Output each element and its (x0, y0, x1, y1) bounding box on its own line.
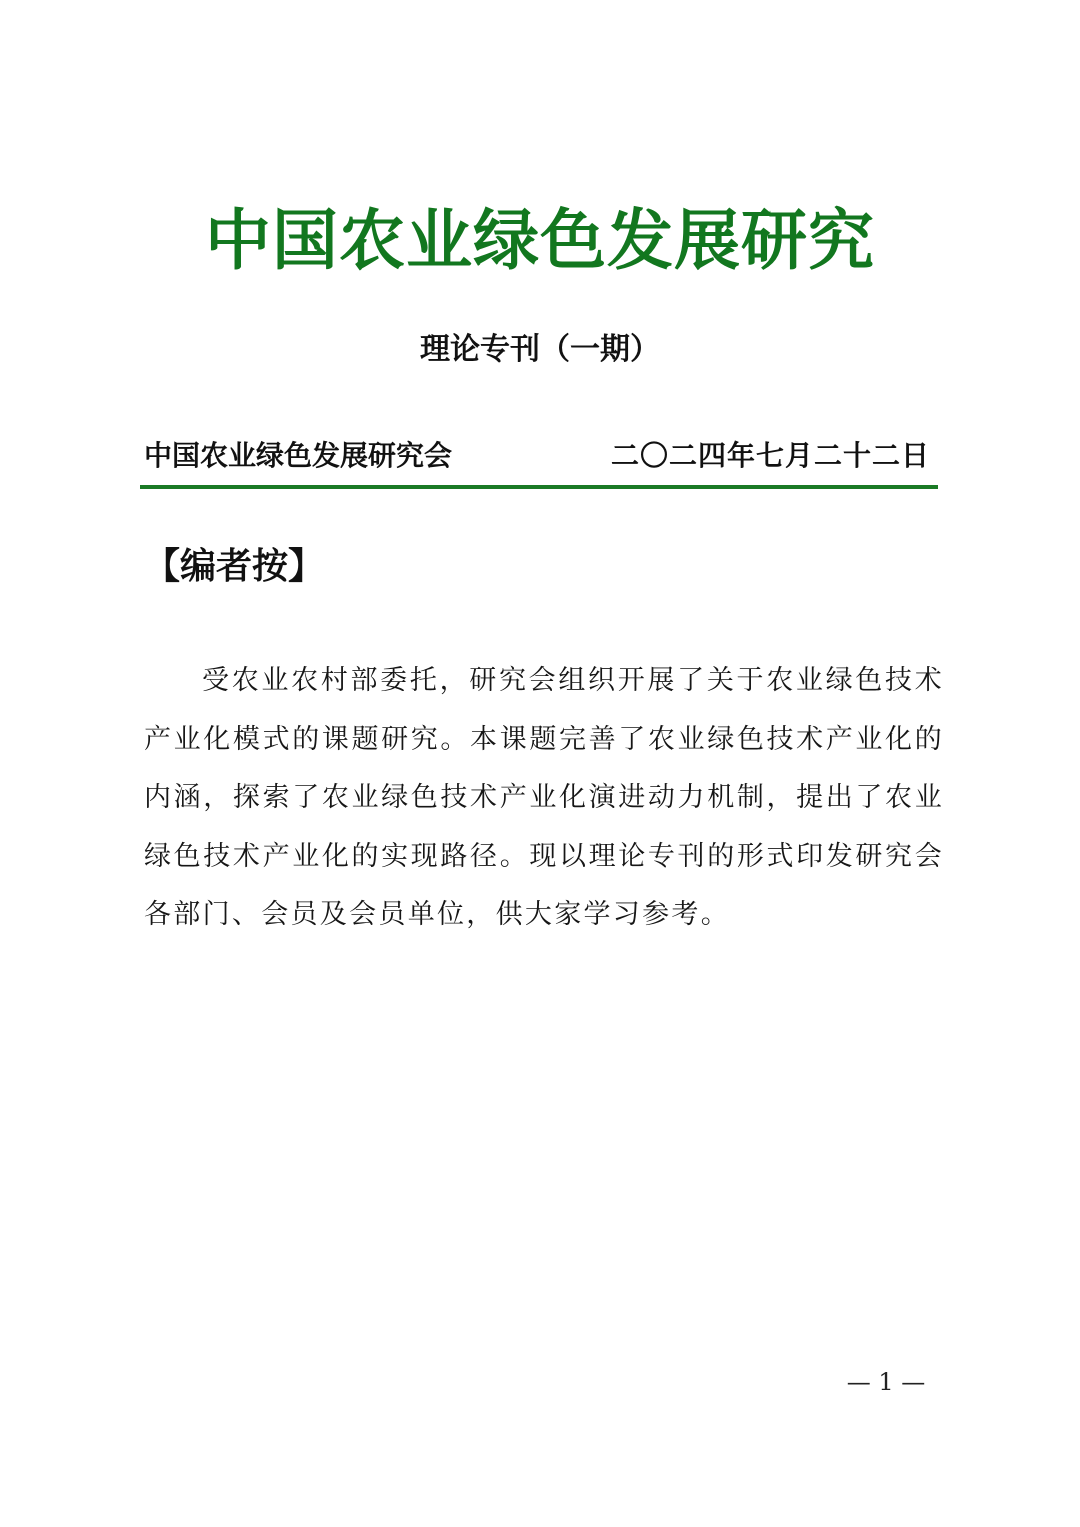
masthead-title: 中国农业绿色发展研究 (205, 202, 875, 279)
body-paragraph: 受农业农村部委托，研究会组织开展了关于农业绿色技术产业化模式的课题研究。本课题完善了农业绿色技术产业化的内涵，探索了农业绿色技术产业化演进动力机制，提出了农业绿色技术产业化的实现路径。现以理论专刊的形式印发研究会各部门、会员及会员单位，供大家学习参考。 (144, 665, 944, 930)
header-rule (140, 485, 938, 489)
issuer-row (144, 432, 930, 480)
issuer-name: 中国农业绿色发展研究会 (144, 439, 453, 472)
issue-date: 二〇二四年七月二十二日 (610, 439, 930, 472)
issue-subtitle: 理论专刊（一期） (420, 332, 660, 367)
section-heading: 【编者按】 (144, 545, 325, 587)
page-number: — 1 — (846, 1368, 926, 1396)
